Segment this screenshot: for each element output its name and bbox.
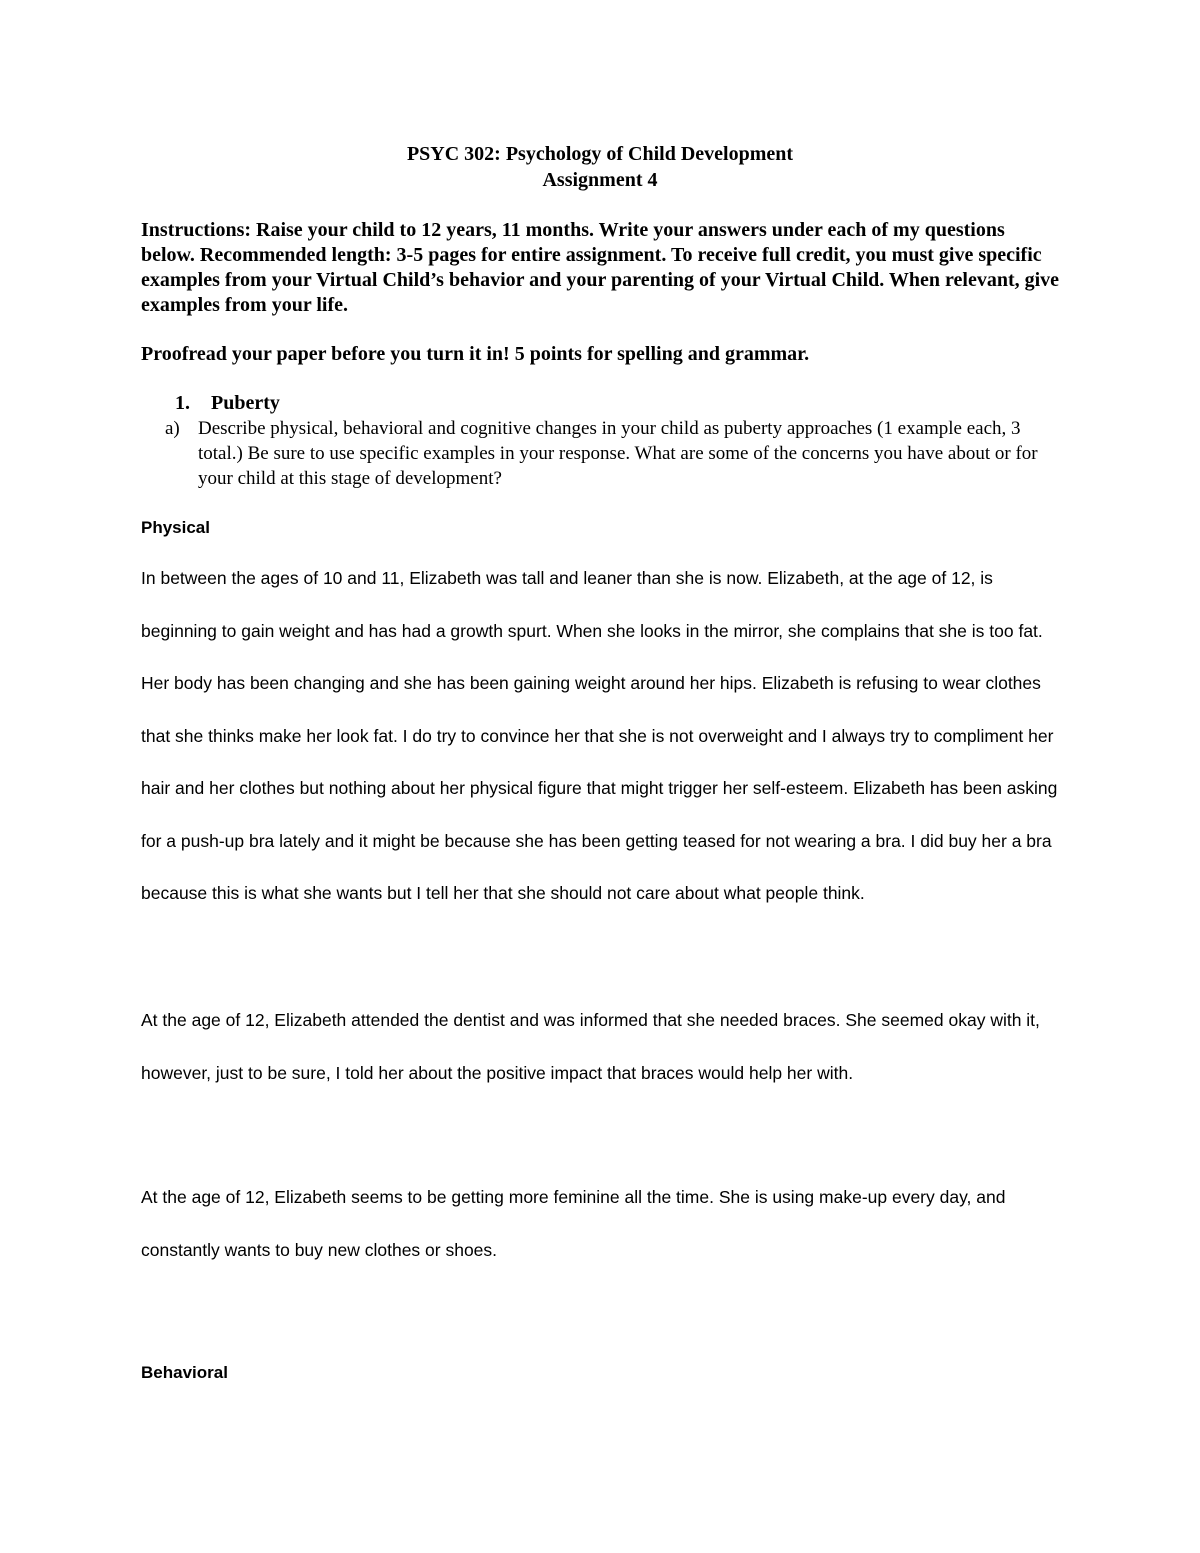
document-title: PSYC 302: Psychology of Child Development	[406, 143, 794, 165]
subitem-text: Describe physical, behavioral and cognitive changes in your child as puberty approaches (1 example each, 3 total.) Be sure to use specific examples in your response. What are some of the concerns you have about or for your child at this stage of development?	[198, 418, 1038, 489]
physical-paragraph-1: In between the ages of 10 and 11, Elizabeth was tall and leaner than she is now. Elizabeth, at the age of 12, is beginning to gain weight and has had a growth spurt. When she looks in the mirror, she complains that she is too fat. Her body has been changing and she has been gaining weight around her hips. Elizabeth is refusing to wear clothes that she thinks make her look fat. I do try to convince her that she is not overweight and I always try to compliment her hair and her clothes but nothing about her physical figure that might trigger her self-esteem. Elizabeth has been asking for a push-up bra lately and it might be because she has been getting teased for not wearing a bra. I did buy her a bra because this is what she wants but I tell her that she should not care about what people think.	[141, 568, 1058, 903]
physical-paragraph-3: At the age of 12, Elizabeth seems to be getting more feminine all the time. She is using make-up every day, and constantly wants to buy new clothes or shoes.	[141, 1187, 1006, 1260]
physical-heading: Physical	[141, 518, 210, 537]
behavioral-heading: Behavioral	[141, 1363, 228, 1382]
question-heading	[175, 391, 280, 416]
question-subitem	[165, 416, 1065, 491]
proofread-note: Proofread your paper before you turn it in! 5 points for spelling and grammar.	[141, 343, 810, 365]
subitem-letter: a)	[165, 418, 180, 439]
question-title: Puberty	[211, 392, 280, 414]
instructions-paragraph: Instructions: Raise your child to 12 years, 11 months. Write your answers under each of my questions below. Recommended length: 3-5 pages for entire assignment. To receive full credit, you must give specific examples from your Virtual Child’s behavior and your parenting of your Virtual Child. When relevant, give examples from your life.	[141, 219, 1060, 316]
question-number: 1.	[175, 392, 190, 414]
physical-paragraph-2: At the age of 12, Elizabeth attended the dentist and was informed that she needed braces. She seemed okay with it, however, just to be sure, I told her about the positive impact that braces would help her with.	[141, 1010, 1040, 1083]
document-subtitle: Assignment 4	[542, 169, 658, 191]
